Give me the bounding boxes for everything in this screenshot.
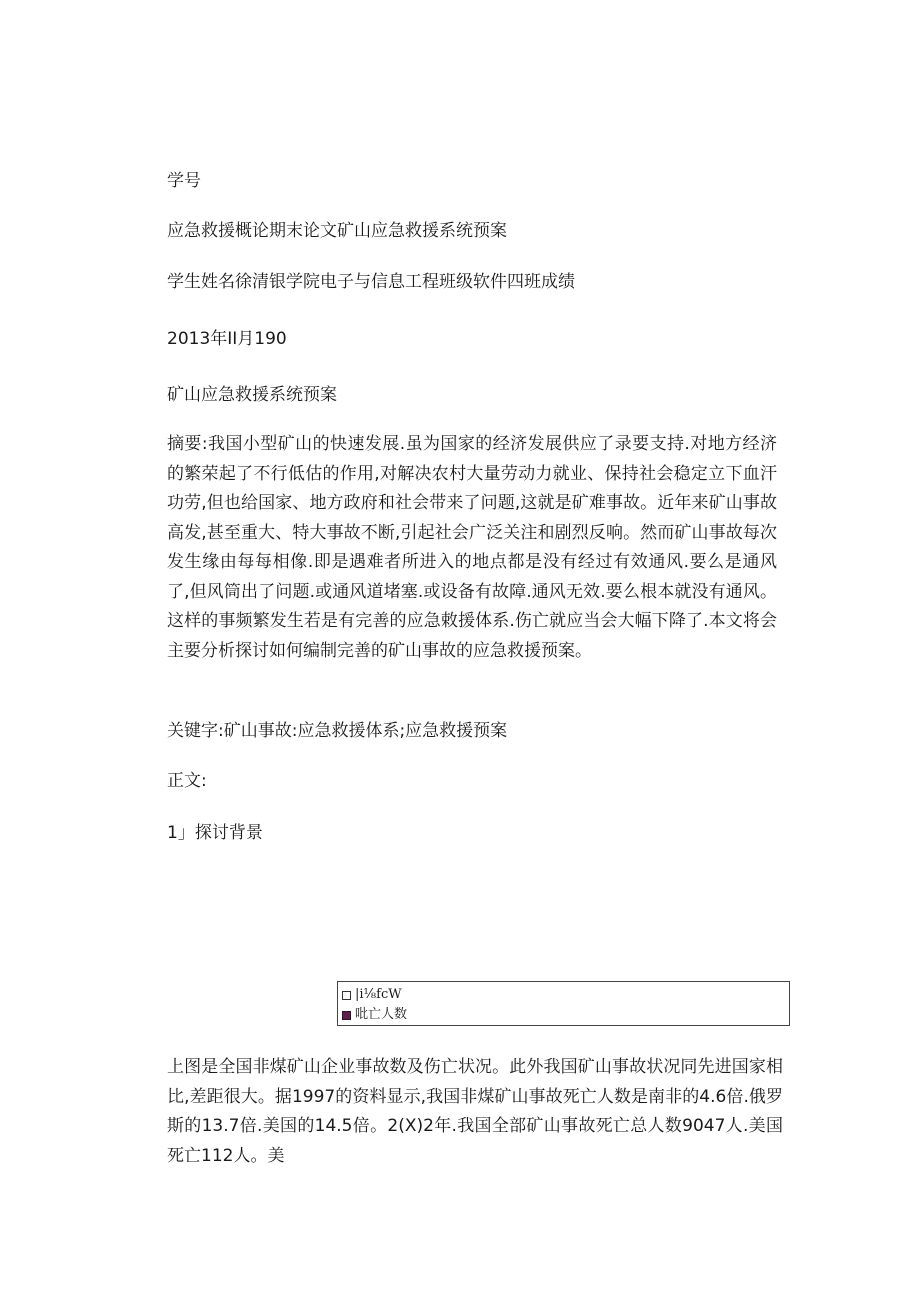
date-line: 2013年II月190 (167, 329, 287, 349)
legend-label-deaths: 吡亡人数 (355, 1007, 408, 1022)
section-title: 矿山应急救援系统预案 (167, 385, 337, 405)
body-label: 正文: (167, 771, 207, 791)
legend-swatch-empty-icon (342, 991, 351, 1000)
chart-legend (337, 981, 790, 1026)
legend-entry-deaths (342, 1007, 407, 1023)
keywords-line: 关键字:矿山事故:应急救援体系;应急救援预案 (167, 721, 508, 741)
body-paragraph: 上图是全国非煤矿山企业事故数及伤亡状况。此外我国矿山事故状况同先进国家相比,差距很大。据1997的资料显示,我国非煤矿山事故死亡人数是南非的4.6倍.俄罗斯的13.7倍.美国的14.5倍。2(X)2年.我国全部矿山事故死亡总人数9047人.美国死亡112人。美 (167, 1057, 783, 1166)
legend-entry-accidents (342, 987, 402, 1003)
student-info-line: 学生姓名徐清银学院电子与信息工程班级软件四班成绩 (167, 272, 575, 292)
abstract-paragraph: 摘要:我国小型矿山的快速发展.虽为国家的经济发展供应了录要支持.对地方经济的繁荣起了不行低估的作用,对解决农村大量劳动力就业、保持社会稳定立下血汗功劳,但也给国家、地方政府和社会带来了问题,这就是矿难事故。近年来矿山事故高发,甚至重大、特大事故不断,引起社会广泛关注和剧烈反响。然而矿山事故每次发生缘由每每相像.即是遇难者所进入的地点都是没有经过有效通风.要么是通风了,但风筒出了问题.或通风道堵塞.或设备有故障.通风无效.要么根本就没有通风。这样的事频繁发生若是有完善的应急敕援体系.伤亡就应当会大幅下降了.本文将会主要分析探讨如何编制完善的矿山事故的应急救援预案。 (167, 434, 777, 661)
legend-label-accidents: |i⅛fcW (355, 987, 402, 1002)
student-id-label: 学号 (167, 171, 201, 191)
legend-swatch-filled-icon (342, 1011, 351, 1020)
document-title: 应急救援概论期末论文矿山应急救援系统预案 (167, 221, 507, 241)
heading-research-background: 1」探讨背景 (167, 823, 263, 843)
